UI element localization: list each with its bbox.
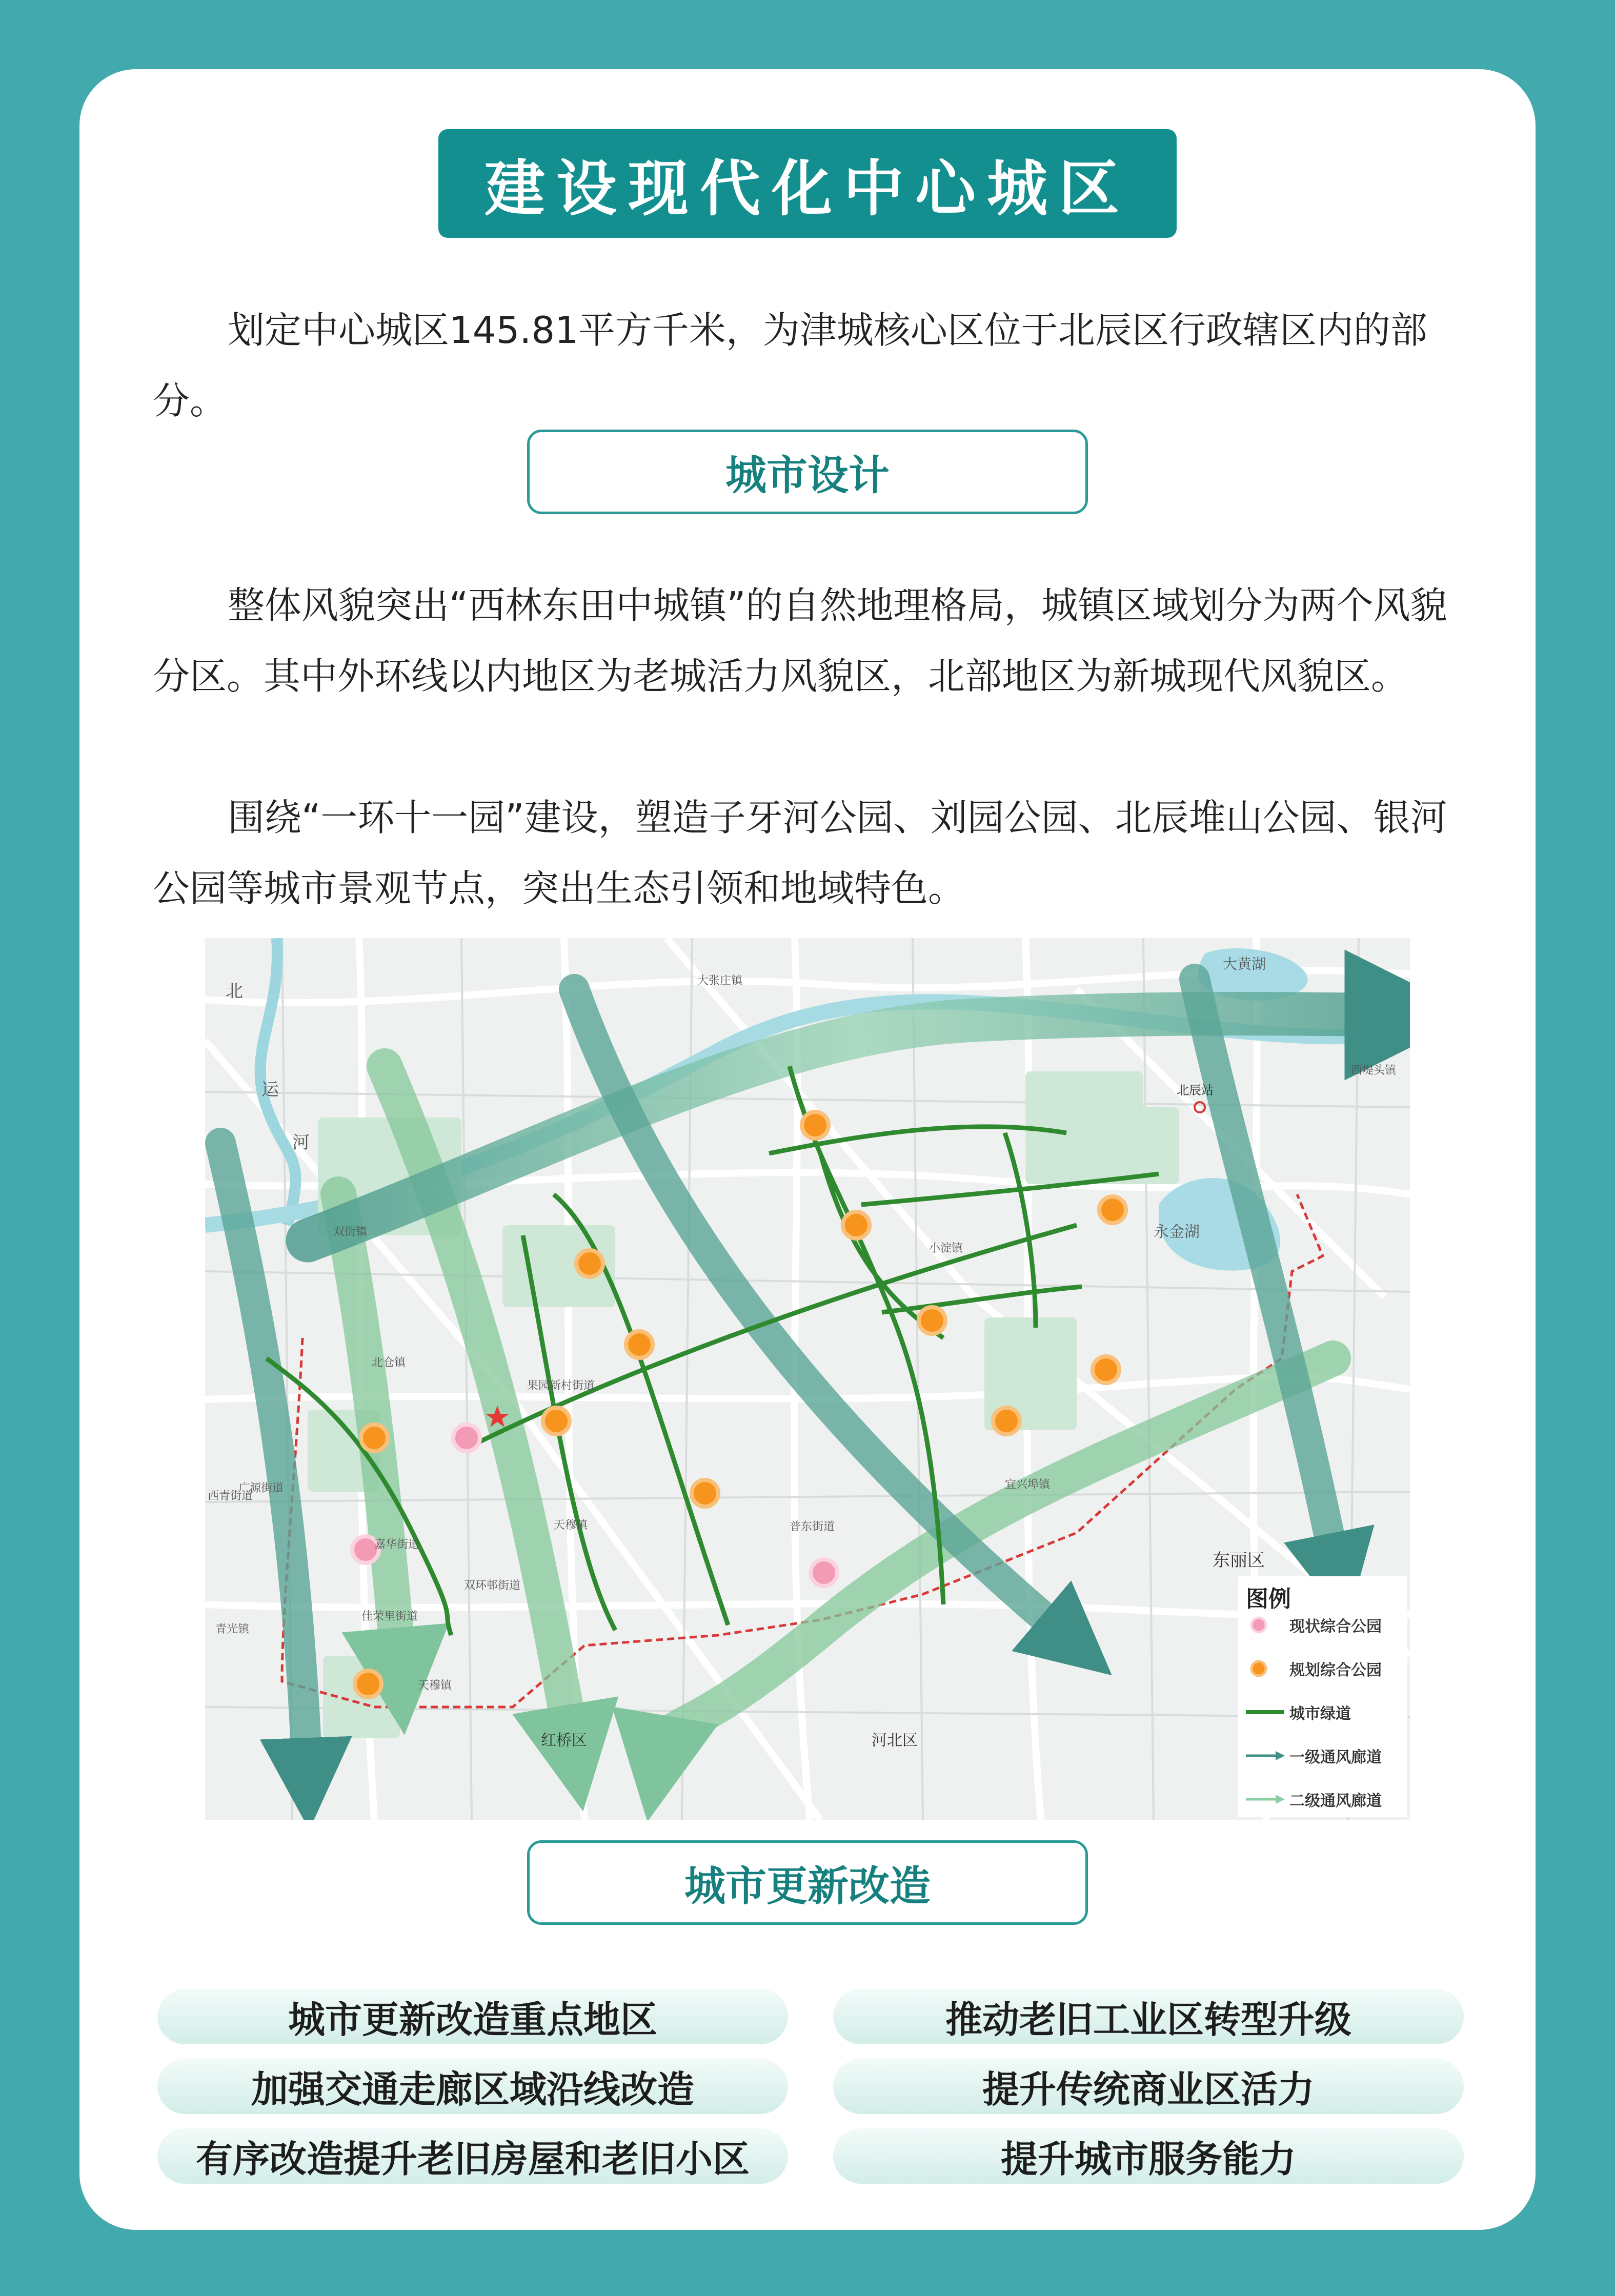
- map-label: 北: [226, 981, 243, 1002]
- map-graphic: [205, 938, 1410, 1820]
- urban-design-paragraph-1: 整体风貌突出“西林东田中城镇”的自然地理格局，城镇区域划分为两个风貌分区。其中外环线以内地区为老城活力风貌区，北部地区为新城现代风貌区。: [153, 584, 1447, 698]
- map-label: 东丽区: [1213, 1550, 1265, 1571]
- urban-design-map: [205, 938, 1410, 1820]
- legend-item-primary-corridor: 一级通风廊道: [1246, 1740, 1382, 1771]
- map-label: 西堤头镇: [1351, 1064, 1397, 1077]
- map-label: 果园新村街道: [527, 1379, 595, 1392]
- map-label: 红桥区: [541, 1732, 587, 1750]
- map-label: 大黄湖: [1223, 956, 1266, 972]
- map-label: 西青街道: [208, 1490, 253, 1502]
- map-label: 永金湖: [1154, 1223, 1200, 1241]
- intro-paragraph: 划定中心城区145.81平方千米，为津城核心区位于北辰区行政辖区内的部分。: [153, 309, 1427, 422]
- legend-item-existing-park: 现状综合公园: [1246, 1610, 1382, 1640]
- legend-item-greenway: 城市绿道: [1289, 1705, 1351, 1723]
- map-label: 天穆镇: [554, 1519, 588, 1532]
- map-label: 天穆镇: [418, 1679, 452, 1692]
- renewal-item-commercial-vitality: 提升传统商业区活力: [833, 2059, 1464, 2114]
- map-label: 北仓镇: [372, 1356, 406, 1369]
- urban-design-paragraph-2: 围绕“一环十一园”建设，塑造子牙河公园、刘园公园、北辰堆山公园、银河公园等城市景观节点，突出生态引领和地域特色。: [153, 796, 1447, 910]
- map-label: 运: [261, 1080, 279, 1100]
- map-label: 河: [292, 1132, 310, 1153]
- legend-item-planned-park: 规划综合公园: [1246, 1653, 1382, 1684]
- map-label: 双环邨街道: [464, 1579, 521, 1592]
- legend-title: 图例: [1246, 1586, 1291, 1612]
- map-label: 宜兴埠镇: [1005, 1478, 1051, 1491]
- map-label: 普东街道: [790, 1520, 835, 1533]
- map-label: 大张庄镇: [697, 974, 743, 987]
- map-legend: [1238, 1576, 1407, 1817]
- renewal-item-city-services: 提升城市服务能力: [833, 2128, 1464, 2184]
- renewal-item-industrial-upgrade: 推动老旧工业区转型升级: [833, 1989, 1464, 2044]
- map-label: 河北区: [872, 1732, 918, 1750]
- page-title: 建设现代化中心城区: [438, 129, 1177, 238]
- map-label: 北辰站: [1177, 1083, 1214, 1098]
- section-heading-urban-renewal: 城市更新改造: [527, 1840, 1088, 1925]
- section-heading-urban-design: 城市设计: [527, 430, 1088, 514]
- map-label: 小淀镇: [929, 1242, 963, 1255]
- map-label: 广源街道: [238, 1482, 284, 1495]
- renewal-item-old-housing: 有序改造提升老旧房屋和老旧小区: [157, 2128, 788, 2184]
- renewal-item-key-areas: 城市更新改造重点地区: [157, 1989, 788, 2044]
- legend-item-secondary-corridor: 二级通风廊道: [1246, 1784, 1382, 1815]
- map-label: 嘉华街道: [374, 1538, 420, 1551]
- map-label: 双街镇: [333, 1226, 368, 1238]
- renewal-item-transport-corridor: 加强交通走廊区域沿线改造: [157, 2059, 788, 2114]
- map-label: 佳荣里街道: [361, 1610, 418, 1623]
- map-label: 青光镇: [215, 1623, 250, 1636]
